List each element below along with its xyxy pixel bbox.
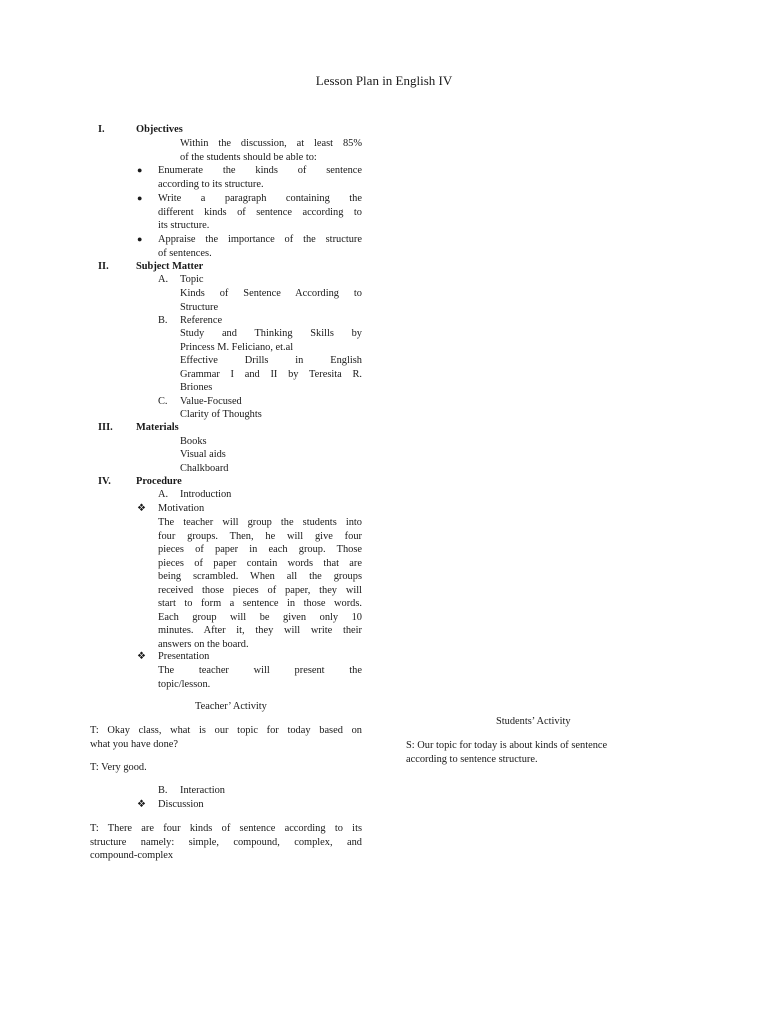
- interaction-letter: B.: [158, 785, 168, 796]
- topic-label: Topic: [180, 274, 204, 285]
- motivation-line: minutes. After it, they will write their: [158, 625, 362, 636]
- bullet-icon: ●: [137, 165, 143, 175]
- students-activity-heading: Students’ Activity: [496, 716, 571, 727]
- motivation-line: The teacher will group the students into: [158, 517, 362, 528]
- introduction-letter: A.: [158, 489, 169, 500]
- motivation-line: answers on the board.: [158, 638, 249, 650]
- material-item: Visual aids: [180, 449, 226, 460]
- objective-line: different kinds of sentence according to: [158, 206, 362, 218]
- section-heading-subject-matter: Subject Matter: [136, 261, 204, 272]
- diamond-bullet-icon: ❖: [137, 651, 146, 662]
- diamond-bullet-icon: ❖: [137, 503, 146, 514]
- teacher-line: T: Okay class, what is our topic for today based on: [90, 725, 362, 736]
- teacher-line: what you have done?: [90, 738, 179, 750]
- teacher-line: compound-complex: [90, 850, 174, 861]
- reference-line: Effective Drills in English: [180, 355, 362, 366]
- section-heading-objectives: Objectives: [136, 124, 183, 135]
- material-item: Chalkboard: [180, 463, 229, 474]
- objective-line: Appraise the importance of the structure: [158, 234, 362, 245]
- section-number-procedure: IV.: [98, 476, 111, 487]
- teacher-line-2: T: Very good.: [90, 762, 147, 773]
- presentation-line: topic/lesson.: [158, 678, 211, 690]
- teacher-line: T: There are four kinds of sentence according to its: [90, 823, 362, 834]
- motivation-line: four groups. Then, he will give four: [158, 530, 362, 542]
- topic-letter: A.: [158, 274, 169, 285]
- bullet-icon: ●: [137, 193, 143, 203]
- section-heading-materials: Materials: [136, 422, 179, 433]
- objective-item: [158, 233, 362, 260]
- value-text: Clarity of Thoughts: [180, 409, 262, 420]
- reference-text: [180, 327, 362, 395]
- presentation-line: The teacher will present the: [158, 665, 362, 676]
- student-line-1: [406, 739, 626, 766]
- introduction-label: Introduction: [180, 489, 232, 500]
- objective-item: [158, 192, 362, 233]
- motivation-text: [158, 516, 362, 651]
- motivation-line: start to form a sentence in those words.: [158, 598, 362, 609]
- motivation-line: being scrambled. When all the groups: [158, 571, 362, 582]
- objectives-intro-line: Within the discussion, at least 85%: [180, 138, 362, 149]
- student-line: according to sentence structure.: [406, 753, 538, 765]
- motivation-line: received those pieces of paper, they will: [158, 584, 362, 596]
- motivation-line: Each group will be given only 10: [158, 611, 362, 623]
- reference-letter: B.: [158, 315, 168, 326]
- interaction-label: Interaction: [180, 785, 226, 796]
- objective-line: Write a paragraph containing the: [158, 193, 362, 204]
- topic-line: Structure: [180, 301, 219, 313]
- presentation-text: [158, 664, 362, 691]
- value-label: Value-Focused: [180, 396, 242, 407]
- section-number-materials: III.: [98, 422, 113, 433]
- motivation-line: pieces of paper contain words that are: [158, 557, 362, 569]
- topic-text: [180, 287, 362, 314]
- reference-line: Briones: [180, 382, 213, 393]
- section-number-subject-matter: II.: [98, 261, 109, 272]
- objectives-intro: [180, 137, 362, 164]
- motivation-line: pieces of paper in each group. Those: [158, 544, 362, 555]
- reference-label: Reference: [180, 315, 223, 326]
- student-line: S: Our topic for today is about kinds of sentence: [406, 740, 608, 751]
- value-letter: C.: [158, 396, 168, 407]
- reference-line: Study and Thinking Skills by: [180, 328, 362, 339]
- page-title: Lesson Plan in English IV: [315, 73, 453, 88]
- motivation-label: Motivation: [158, 503, 205, 514]
- topic-line: Kinds of Sentence According to: [180, 288, 362, 299]
- section-heading-procedure: Procedure: [136, 476, 182, 487]
- teacher-line: structure namely: simple, compound, complex, and: [90, 836, 362, 848]
- discussion-label: Discussion: [158, 799, 204, 810]
- material-item: Books: [180, 436, 207, 447]
- teacher-line-1: [90, 724, 362, 751]
- diamond-bullet-icon: ❖: [137, 799, 146, 810]
- objective-item: [158, 164, 362, 191]
- teacher-line-3: [90, 822, 362, 863]
- objective-line: of sentences.: [158, 247, 212, 259]
- presentation-label: Presentation: [158, 651, 210, 662]
- objective-line: according to its structure.: [158, 178, 264, 190]
- teacher-activity-heading: Teacher’ Activity: [195, 701, 267, 712]
- bullet-icon: ●: [137, 234, 143, 244]
- section-number-objectives: I.: [98, 124, 105, 135]
- objectives-intro-line: of the students should be able to:: [180, 151, 317, 163]
- reference-line: Grammar I and II by Teresita R.: [180, 368, 362, 380]
- objective-line: its structure.: [158, 220, 210, 231]
- objective-line: Enumerate the kinds of sentence: [158, 165, 362, 176]
- reference-line: Princess M. Feliciano, et.al: [180, 341, 294, 353]
